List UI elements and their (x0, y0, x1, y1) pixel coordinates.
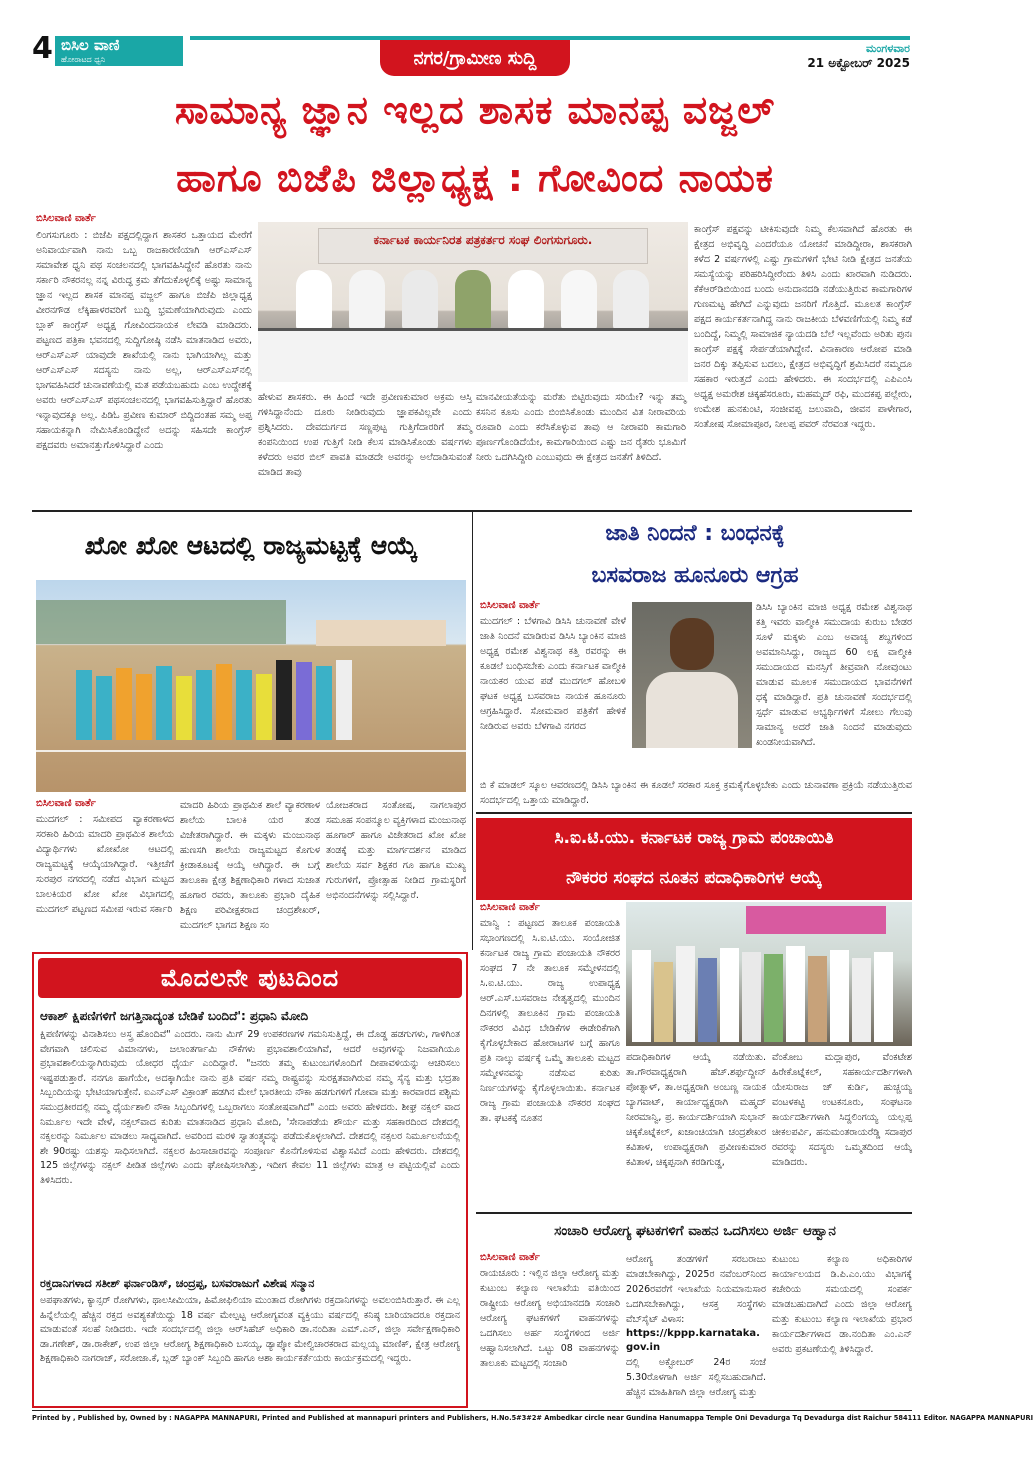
paper-name-box (55, 36, 183, 66)
jati-tail: ಬಿ ಕೆ ಮಾಡಲ್ ಸ್ಕೂಲ ಆವರಣದಲ್ಲಿ ಡಿಸಿಸಿ ಬ್ಯಾಂಕಿನ ಈ ಕೂಡಲೆ ಸರಕಾರ ಸೂಕ್ತ ಕ್ರಮಕೈಗೊಳ್ಳಬೇಕು ಎಂದು ಚುನಾವಣಾ ಪ್ರಕ್ರಿಯೆ ನಡೆಯುತ್ತಿರುವ ಸಂದರ್ಭದಲ್ಲಿ ಒತ್ತಾಯ ಮಾಡಿದ್ದಾರೆ. (480, 780, 912, 806)
press-table (258, 328, 688, 382)
portrait-body (646, 672, 738, 748)
sanchari-col2b: ದಲ್ಲಿ ಅಕ್ಟೋಬರ್ 24ರ ಸಂಜೆ 5.30ರೊಳಗಾಗಿ ಅರ್ಜಿ ಸಲ್ಲಿಸಬಹುದಾಗಿದೆ. ಹೆಚ್ಚಿನ ಮಾಹಿತಿಗಾಗಿ ಜಿಲ್ಲಾ ಆರೋಗ್ಯ ಮತ್ತು (626, 1357, 766, 1398)
kho-building (316, 620, 446, 646)
divider-jati (476, 812, 912, 814)
jati-headline-line2: ಬಸವರಾಜ ಹೂನೂರು ಆಗ್ರಹ (591, 563, 799, 588)
kho-trees (36, 600, 286, 644)
lead-col3: ಮಾನವೀಯತೆಯನ್ನು ಮರೆತು ಬಿಟ್ಟಿರುವುದು ಸರಿಯೇ? ಇನ್ನು ತಮ್ಮ ಕಸನಿನ ಕೂಸು ಎಂದು ಬಿಂಬಿಸಿಕೊಂಡು ಮುಂದಿನ ವಿತ ನೀರಾವರಿಯ ರೂವಾರಿ ಎಂದು ಕರೆಸಿಕೊಳ್ಳುವ ತಾವು ಆ ನೀರಾವರಿ ಕಾಮಗಾರಿ ಪೂರ್ಣಗೊಂಡಿದೆಯೇ, ಕಾಮಗಾರಿಯಿಂದ ಎಷ್ಟು ಜನ ರೈತರು ಭೂಮಿಗೆ ನೀರು ಒದಗಿಸಿದ್ದೀರಿ ಎಂಬುವುದು ಈ ಕ್ಷೇತ್ರದ ಜನತೆಗೆ ತಿಳಿದಿದೆ. (476, 392, 686, 463)
lead-col1: ಲಿಂಗಸುಗೂರು : ಬಿಜೆಪಿ ಪಕ್ಷದಲ್ಲಿದ್ದಾಗ ಶಾಸಕರ ಒತ್ತಾಯದ ಮೇರೆಗೆ ಅನಿವಾರ್ಯವಾಗಿ ನಾನು ಒಬ್ಬ ರಾಜಕಾರಣಿಯಾಗಿ ಆರ್‌ಎಸ್‌ಎಸ್ ಸಮಾವೇಶ ಧ್ವನಿ ಪಥ ಸಂಚಲನದಲ್ಲಿ ಭಾಗವಹಿಸಿದ್ದೇನೆ ಹೊರತು ನಾನು ಸರ್ಕಾರಿ ನೌಕರನಲ್ಲ ನನ್ನ ವಿರುದ್ಧ ಕ್ರಮ ತೆಗೆದುಕೊಳ್ಳಲಿಕ್ಕೆ ಅಷ್ಟು ಸಾಮಾನ್ಯ ಜ್ಞಾನ ಇಲ್ಲದ ಶಾಸಕ ಮಾನಪ್ಪ ವಜ್ಜಲ್ ಹಾಗೂ ಬಿಜೆಪಿ ಜಿಲ್ಲಾಧ್ಯಕ್ಷ ವೀರನಗೌಡ ಲೆಕ್ಕಿಹಾಳರವರಿಗೆ ಬುದ್ಧಿ ಭ್ರಮಣೆಯಾಗಿರುವುದು ಎಂದು ಬ್ಲಾಕ್ ಕಾಂಗ್ರೆಸ್ ಅಧ್ಯಕ್ಷ ಗೋವಿಂದನಾಯಕ ಲೇವಡಿ ಮಾಡಿದರು. ಪಟ್ಟಣದ ಪತ್ರಿಕಾ ಭವನದಲ್ಲಿ ಸುದ್ದಿಗೋಷ್ಠಿ ನಡೆಸಿ ಮಾತನಾಡಿದ ಅವರು, ಆರ್‌ಎಸ್‌ಎಸ್ ಯಾವುದೇ ಶಾಖೆಯಲ್ಲಿ ನಾನು ಭಾಗಿಯಾಗಿಲ್ಲ ಮತ್ತು ಆರ್‌ಎಸ್‌ಎಸ್ ಸದಸ್ಯನು ನಾನು ಅಲ್ಲ, ಆರ್‌ಎಸ್‌ಎಸ್‌ನಲ್ಲಿ ಭಾಗವಹಿಸಿದರೆ ಚುನಾವಣೆಯಲ್ಲಿ ಮತ ಪಡೆಯಬಹುದು ಎಂಬ ಉದ್ದೇಶಕ್ಕೆ ಅವರು ಆರ್‌ಎಸ್‌ಎಸ್ ಪಥಸಂಚಲನದಲ್ಲಿ ಭಾಗವಹಿಸುತ್ತಿದ್ದಾರೆ ಹೊರತು ಇನ್ನಾವುದಕ್ಕೂ ಅಲ್ಲ. ಪಿಡಿಓ ಪ್ರವೀಣ ಕುಮಾರ್ ಬಿದ್ದಿದಂತಹ ಸಮ್ಮ ಅಪ್ಪ ಸಹಾಯಕನ್ನಾಗಿ ನೇಮಿಸಿಕೊಂಡಿದ್ದೇನೆ ಅದನ್ನು ಸಹಿಸದೇ ಕಾಂಗ್ರೆಸ್ ಪಕ್ಷದವರು ಅಮಾನತ್ತುಗೊಳಿಸಿದ್ದಾರೆ ಎಂದು (36, 230, 252, 451)
sanchari-col2a: ಆರೋಗ್ಯ ತಂಡಗಳಿಗೆ ಸರಬರಾಜು ಮಾಡಬೇಕಾಗಿದ್ದು, 2025ರ ನವೆಂಬರ್‌ನಿಂದ 2026ರವರೆಗೆ ಇಲಾಖೆಯ ನಿಯಮಾನುಸಾರ ಒದಗಿಸಬೇಕಾಗಿದ್ದು, ಆಸಕ್ತ ಸಂಸ್ಥೆಗಳು ವೆಬ್‌ಸೈಟ್ ವಿಳಾಸ: (626, 1254, 766, 1325)
citu-group-photo (626, 902, 912, 1046)
sanchari-col3: ಕುಟುಂಬ ಕಲ್ಯಾಣ ಅಧಿಕಾರಿಗಳ ಕಾರ್ಯಾಲಯದ ಡಿ.ಪಿ.ಎಂ.ಯು ವಿಭಾಗಕ್ಕೆ ಕಚೇರಿಯ ಸಮಯದಲ್ಲಿ ಸಂಪರ್ಕ ಮಾಡಬಹುದಾಗಿದೆ ಎಂದು ಜಿಲ್ಲಾ ಆರೋಗ್ಯ ಮತ್ತು ಕುಟುಂಬ ಕಲ್ಯಾಣ ಇಲಾಖೆಯ ಪ್ರಭಾರ ಕಾರ್ಯದರ್ಶಿಗಳಾದ ಡಾ.ನಂದಿತಾ ಎಂ.ಎನ್ ಅವರು ಪ್ರಕಟಣೆಯಲ್ಲಿ ತಿಳಿಸಿದ್ದಾರೆ. (772, 1254, 912, 1355)
kho-team-photo (36, 580, 466, 792)
sanchari-col2 (626, 1252, 766, 1406)
section-title: ನಗರ/ಗ್ರಾಮೀಣ ಸುದ್ದಿ (413, 47, 537, 69)
divider-vertical-mid (472, 512, 473, 950)
kho-players (76, 650, 396, 740)
jati-col1: ಮುದಗಲ್ : ಬೆಳಗಾವಿ ಡಿಸಿಸಿ ಚುನಾವಣೆ ವೇಳೆ ಜಾತಿ ನಿಂದನೆ ಮಾಡಿರುವ ಡಿಸಿಸಿ ಬ್ಯಾಂಕಿನ ಮಾಜಿ ಅಧ್ಯಕ್ಷ ರಮೇಶ ವಿಶ್ವನಾಥ ಕತ್ತಿ ರವರನ್ನು ಈ ಕೂಡಲೆ ಬಂಧಿಸಬೇಕು ಎಂದು ಕರ್ನಾಟಕ ವಾಲ್ಮೀಕಿ ನಾಯಕರ ಯುವ ಪಡೆ ಮುದಗಲ್ ಹೋಬಳಿ ಘಟಕ ಅಧ್ಯಕ್ಷ ಬಸವರಾಜ ನಾಯಕ ಹೂನೂರು ಆಗ್ರಹಿಸಿದ್ದಾರೆ. ಸೋಮವಾರ ಪತ್ರಿಕೆಗೆ ಹೇಳಿಕೆ ನೀಡಿರುವ ಅವರು ಬೆಳಗಾವಿ ನಗರದ (480, 616, 626, 732)
press-banner (318, 228, 648, 264)
footer-rule (32, 1410, 912, 1411)
citu-headline-line2: ನೌಕರರ ಸಂಘದ ನೂತನ ಪದಾಧಿಕಾರಿಗಳ ಆಯ್ಕೆ (566, 868, 822, 888)
modala-body1: ಕ್ಷಿಪಣಿಗಳನ್ನು ವಿನಾಶಿಸಲು ಅಸ್ತ್ರ ಹೊಂದಿವೆ" ಎಂದರು. ನಾನು ಮಿಗ್ 29 ಉಪಕರಣಗಳ ಗಮನಿಸುತ್ತಿದ್ದೆ, ಈ ದೊಡ್ಡ ಹಡಗುಗಳು, ಗಾಳಿಗಿಂತ ವೇಗವಾಗಿ ಚಲಿಸುವ ವಿಮಾನಗಳು, ಜಲಾಂತರ್ಗಾಮಿ ನೌಕೆಗಳು ಪ್ರಭಾವಶಾಲಿಯಾಗಿವೆ, ಆದರೆ ಅವುಗಳನ್ನು ನಿಜವಾಗಿಯೂ ಪ್ರಭಾವಶಾಲಿಯನ್ನಾಗಿರುವುದು ಯೋಧರ ಧೈರ್ಯ ಎಂದಿದ್ದಾರೆ. "ಜನರು ತಮ್ಮ ಕುಟುಂಬಗಳೊಂದಿಗೆ ದೀಪಾವಳಿಯನ್ನು ಆಚರಿಸಲು ಇಷ್ಟಪಡುತ್ತಾರೆ. ನನಗೂ ಹಾಗೆಯೇ, ಅದಕ್ಕಾಗಿಯೇ ನಾನು ಪ್ರತಿ ವರ್ಷ ನಮ್ಮ ರಾಷ್ಟ್ರವನ್ನು ಸುರಕ್ಷತವಾಗಿರುವ ನಮ್ಮ ಸೈನ್ಯ ಮತ್ತು ಭದ್ರತಾ ಸಿಬ್ಬಂದಿಯನ್ನು ಭೇಟಿಯಾಗುತ್ತೇನೆ. ಐಎನ್‌ಎಸ್ ವಿಕ್ರಾಂತ್ ಹಡಗಿನ ಮೇಲೆ ಭಾರತೀಯ ನೌಕಾ ಹಡಗುಗಳಿಗೆ ಗೋವಾ ಮತ್ತು ಕಾರವಾರದ ಪಶ್ಚಿಮ ಸಮುದ್ರತೀರದಲ್ಲಿ ನಮ್ಮ ಧೈರ್ಯಶಾಲಿ ನೌಕಾ ಸಿಬ್ಬಂದಿಗಳಲ್ಲಿ ಒಬ್ಬರಾಗಲು ಸಂತೋಷವಾಗಿದೆ" ಎಂದು ಅವರು ಹೇಳಿದರು. ಶೀಘ್ರ ನಕ್ಸಲ್ ವಾದ ನಿರ್ಮೂಲ ಇದೇ ವೇಳೆ, ನಕ್ಸಲ್‌ವಾದ ಕುರಿತು ಮಾತನಾಡಿದ ಪ್ರಧಾನಿ ಮೋದಿ, 'ಸೇನಾಪಡೆಯ ಶೌರ್ಯ ಮತ್ತು ಸಹಕಾರದಿಂದ ದೇಶದಲ್ಲಿ ನಕ್ಸಲರನ್ನು ನಿರ್ಮೂಲ ಮಾಡಲು ಸಾಧ್ಯವಾಗಿದೆ. ಅವರಿಂದ ಮರಳಿ ಸ್ವಾತಂತ್ರ್ಯವನ್ನು ಪಡೆದುಕೊಳ್ಳಲಾಗಿದೆ. ದೇಶದಲ್ಲಿ ನಕ್ಸಲರ ನಿರ್ಮೂಲನೆಯಲ್ಲಿ ಶೇ 90ರಷ್ಟು ಯಶಸ್ಸು ಸಾಧಿಸಲಾಗಿದೆ. ನಕ್ಸಲರ ಹಿಂಸಾಚಾರವನ್ನು ಸಂಪೂರ್ಣ ಕೊನೆಗೊಳಿಸುವ ವಿಶ್ವಾಸವಿದೆ ಎಂದು ಹೇಳಿದರು. ದೇಶದಲ್ಲಿ 125 ಜಿಲ್ಲೆಗಳನ್ನು ನಕ್ಸಲ್ ಪೀಡಿತ ಜಿಲ್ಲೆಗಳು ಎಂದು ಘೋಷಿಸಲಾಗಿತ್ತು, ಇದೀಗ ಕೇವಲ 11 ಜಿಲ್ಲೆಗಳು ಮಾತ್ರ ಆ ಪಟ್ಟಿಯಲ್ಲಿವೆ ಎಂದು ತಿಳಿಸಿದರು. (40, 1029, 460, 1186)
kho-col3: ಯೋಜಕರಾದ ಸಂತೋಷ, ನಾಗಲಾಪುರ ಸಮೂಹ ಸಂಪನ್ಮೂಲ ವ್ಯಕ್ತಿಗಳಾದ ಮಂಜುನಾಥ ಹೂಗಾರ್ ಹಾಗೂ ವಿಜೇತರಾದ ಖೋ ಖೋ ತಂಡಕ್ಕೆ ಮತ್ತು ಮಾರ್ಗದರ್ಶನ ಮಾಡಿದ ಶಾಲೆಯ ಸರ್ವ ಶಿಕ್ಷಕರ ಗೂ ಹಾಗೂ ಮುಖ್ಯ ಗುರುಗಳಿಗೆ, ಪ್ರೋತ್ಸಾಹ ನೀಡಿದ ಗ್ರಾಮಸ್ಥರಿಗೆ ಅಭಿನಂದನೆಗಳನ್ನು ಸಲ್ಲಿಸಿದ್ದಾರೆ. (326, 800, 466, 901)
kho-byline: ಬಿಸಿಲವಾಣಿ ವಾರ್ತೆ (36, 798, 96, 809)
citu-col1: ಮಾನ್ವಿ : ಪಟ್ಟಣದ ತಾಲೂಕ ಪಂಚಾಯತಿ ಸಭಾಂಗಣದಲ್ಲಿ ಸಿ.ಐ.ಟಿ.ಯು. ಸಂಯೋಜಿತ ಕರ್ನಾಟಕ ರಾಜ್ಯ ಗ್ರಾಮ ಪಂಚಾಯತಿ ನೌಕರರ ಸಂಘದ 7 ನೇ ತಾಲೂಕ ಸಮ್ಮೇಳನದಲ್ಲಿ ಸಿ.ಐ.ಟಿ.ಯು. ರಾಜ್ಯ ಉಪಾಧ್ಯಕ್ಷ ಆರ್.ಎಸ್.ಬಸವರಾಜ ನೇತೃತ್ವದಲ್ಲಿ ಮುಂದಿನ ದಿನಗಳಲ್ಲಿ ತಾಲೂಕಿನ ಗ್ರಾಮ ಪಂಚಾಯತಿ ನೌಕರರ ವಿವಿಧ ಬೇಡಿಕೆಗಳ ಈಡೇರಿಕೆಗಾಗಿ ಕೈಗೊಳ್ಳಬೇಕಾದ ಹೋರಾಟಗಳ ಬಗ್ಗೆ ಹಾಗೂ ಪ್ರತಿ ನಾಲ್ಕು ವರ್ಷಕ್ಕೆ ಒಮ್ಮೆ ತಾಲೂಕು ಮಟ್ಟದ ಸಮ್ಮೇಳನವನ್ನು ನಡೆಸುವ ಕುರಿತು ನಿರ್ಣಯಗಳನ್ನು ಕೈಗೊಳ್ಳಲಾಯಿತು. ಕರ್ನಾಟಕ ರಾಜ್ಯ ಗ್ರಾಮ ಪಂಚಾಯತಿ ನೌಕರರ ಸಂಘದ ತಾ. ಘಟಕಕ್ಕೆ ನೂತನ (480, 918, 620, 1124)
paper-name: ಬಿಸಿಲ ವಾಣಿ (61, 36, 120, 54)
press-people (288, 270, 658, 330)
divider-sanchari (476, 1212, 912, 1214)
imprint-line: Printed by , Published by, Owned by : NAGAPPA MANNAPURI, Printed and Published at mannapuri printers and Publishers, H.No.5#3#2# Ambedkar circle near Gundina Hanumappa Temple Oni Devadurga Tq Devadurga dist Raichur 584111 Editor. NAGAPPA MANNAPURI (32, 1414, 1033, 1422)
kho-headline: ಖೋ ಖೋ ಆಟದಲ್ಲಿ ರಾಜ್ಯಮಟ್ಟಕ್ಕೆ ಆಯ್ಕೆ (84, 531, 418, 560)
portrait-head (670, 618, 714, 670)
lead-col2: ಹೇಳುವ ಶಾಸಕರು. ಈ ಹಿಂದೆ ಇದೇ ಪ್ರವೀಣಕುಮಾರ ಅಕ್ರಮ ಆಸ್ತಿ ಗಳಿಸಿದ್ದಾನೆಂದು ದೂರು ನೀಡಿರುವುದು ಜ್ಞಾಪಕವಿಲ್ಲವೇ ಎಂದು ಪ್ರಶ್ನಿಸಿದರು. ದೇವದುರ್ಗದ ಸಣ್ಣಪುಟ್ಟ ಗುತ್ತಿಗೆದಾರರಿಗೆ ತಮ್ಮ ಕಂಪನಿಯಿಂದ ಉಪ ಗುತ್ತಿಗೆ ನೀಡಿ ಕೆಲಸ ಮಾಡಿಸಿಕೊಂಡು ವರ್ಷಗಳು ಕಳೆದರು ಅವರ ಬಿಲ್ ಪಾವತಿ ಮಾಡದೇ ಅವರನ್ನು ಅಲೆದಾಡಿಸುವಂತೆ ಮಾಡಿದ ತಾವು (258, 392, 472, 478)
citu-banner (476, 818, 912, 900)
modala-body2: ಅಪಘಾತಗಳು, ಕ್ಯಾನ್ಸರ್ ರೋಗಿಗಳು, ಥಾಲಸೀಮಿಯಾ, ಹಿಮೋಫಿಲಿಯಾ ಮುಂತಾದ ರೋಗಿಗಳು ರಕ್ತದಾನಿಗಳನ್ನು ಅವಲಂಬಿಸಿರುತ್ತಾರೆ. ಈ ಎಲ್ಲ ಹಿನ್ನೆಲೆಯಲ್ಲಿ ಹೆಚ್ಚಿನ ರಕ್ತದ ಅವಶ್ಯಕತೆಯಿದ್ದು 18 ವರ್ಷ ಮೇಲ್ಪಟ್ಟ ಆರೋಗ್ಯವಂತ ವ್ಯಕ್ತಿಯು ವರ್ಷದಲ್ಲಿ ಕನಿಷ್ಠ ಬಾರಿಯಾದರೂ ರಕ್ತದಾನ ಮಾಡುವಂತೆ ಸಲಹೆ ನೀಡಿದರು. ಇದೇ ಸಂದರ್ಭದಲ್ಲಿ ಜಿಲ್ಲಾ ಆರ್‌ಸಿಹೆಚ್ ಅಧಿಕಾರಿ ಡಾ.ನಂದಿತಾ ಎಮ್.ಎನ್, ಜಿಲ್ಲಾ ಸರ್ವೇಕ್ಷಣಾಧಿಕಾರಿ ಡಾ.ಗಣೇಶ್, ಡಾ.ರಾಕೇಶ್, ಉಪ ಜಿಲ್ಲಾ ಆರೋಗ್ಯ ಶಿಕ್ಷಣಾಧಿಕಾರಿ ಬಸಯ್ಯ, ಡ್ಯಾಪ್ಕೋ ಮೇಲ್ವಿಚಾರಕರಾದ ಮಲ್ಲಯ್ಯ ಮಾಣಿಕ್, ಕ್ಷೇತ್ರ ಆರೋಗ್ಯ ಶಿಕ್ಷಣಾಧಿಕಾರಿ ನಾಗರಾಜ್, ಸರೋಜಾ.ಕೆ, ಬ್ಲಡ್ ಬ್ಯಾಂಕ್ ಸಿಬ್ಬಂದಿ ಹಾಗೂ ಆಶಾ ಕಾರ್ಯಕರ್ತೆಯರು ಕಾರ್ಯಕ್ರಮದಲ್ಲಿ ಇದ್ದರು. (40, 1295, 460, 1365)
lead-byline: ಬಿಸಿಲವಾಣಿ ವಾರ್ತೆ (36, 213, 96, 224)
press-banner-text: ಕರ್ನಾಟಕ ಕಾರ್ಯನಿರತ ಪತ್ರಕರ್ತರ ಸಂಘ ಲಿಂಗಸುಗೂರು. (373, 233, 593, 247)
weekday: ಮಂಗಳವಾರ (865, 42, 910, 55)
citu-banner-cloth (746, 906, 886, 934)
sanchari-url[interactable]: https://kppp.karnataka.gov.in (626, 1328, 760, 1353)
citu-col2: ಪದಾಧಿಕಾರಿಗಳ ಆಯ್ಕೆ ನಡೆಯಿತು. ತಾ.ಗೌರವಾಧ್ಯಕ್ಷರಾಗಿ ಹೆಚ್.ಶರ್ಫುದ್ದೀನ್ ಪೋತ್ನಾಳ್, ತಾ.ಅಧ್ಯಕ್ಷರಾಗಿ ಅಂಬಣ್ಣ ನಾಯಕ ಬ್ಯಾಗವಾಟ್, ಕಾರ್ಯಾಧ್ಯಕ್ಷರಾಗಿ ಮಹ್ಮದ್ ನೀರಮಾನ್ವಿ, ಪ್ರ. ಕಾರ್ಯದರ್ಶಿಯಾಗಿ ಸುಭಾನ್ ಚಿಕ್ಕಕೊಟ್ನೆಕಲ್, ಖಜಾಂಚಿಯಾಗಿ ಚಂದ್ರಶೇಖರ ಕವಿತಾಳ, ಉಪಾಧ್ಯಕ್ಷರಾಗಿ ಪ್ರವೀಣಕುಮಾರ ಕವಿತಾಳ, ಚಿಕ್ಕಪ್ಪನಾಗಿ ಕರಡಿಗುಡ್ಡ, (626, 1052, 766, 1168)
modala-banner (38, 958, 462, 998)
citu-people (632, 942, 906, 1042)
paper-tagline: ಹೋರಾಟದ ಧ್ವನಿ (61, 55, 106, 64)
sanchari-byline: ಬಿಸಿಲವಾಣಿ ವಾರ್ತೆ (480, 1252, 540, 1263)
kho-col1: ಮುದಗಲ್ : ಸಮೀಪದ ವ್ಯಾಕರಣಾಳದ ಸರಕಾರಿ ಹಿರಿಯ ಮಾದರಿ ಪ್ರಾಥಮಿಕ ಶಾಲೆಯ ವಿದ್ಯಾರ್ಥಿಗಳು ಖೋಖೋ ಆಟದಲ್ಲಿ ರಾಜ್ಯಮಟ್ಟಕ್ಕೆ ಆಯ್ಕೆಯಾಗಿದ್ದಾರೆ. ಇತ್ತೀಚೆಗೆ ಸುರಪುರ ನಗರದಲ್ಲಿ ನಡೆದ ವಿಭಾಗ ಮಟ್ಟದ ಬಾಲಕಿಯರ ಖೋ ಖೋ ವಿಭಾಗದಲ್ಲಿ ಮುದಗಲ್ ಪಟ್ಟಣದ ಸಮೀಪ ಇರುವ ಸರ್ಕಾರಿ (36, 814, 174, 915)
jati-portrait (632, 602, 752, 748)
jati-col2: ಡಿಸಿಸಿ ಬ್ಯಾಂಕಿನ ಮಾಜಿ ಅಧ್ಯಕ್ಷ ರಮೇಶ ವಿಶ್ವನಾಥ ಕತ್ತಿ ಇವರು ವಾಲ್ಮೀಕಿ ಸಮುದಾಯ ಕುರುಬ ಬೇಡರ ಸೂಳೆ ಮಕ್ಕಳು ಎಂಬ ಅವಾಚ್ಯ ಶಬ್ದಗಳಿಂದ ಅವಮಾನಿಸಿದ್ದು, ರಾಜ್ಯದ 60 ಲಕ್ಷ ವಾಲ್ಮೀಕಿ ಸಮುದಾಯದ ಮನಸ್ಸಿಗೆ ತೀವ್ರವಾಗಿ ನೋವುಂಟು ಮಾಡುವ ಮೂಲಕ ಸಮುದಾಯದ ಭಾವನೆಗಳಿಗೆ ಧಕ್ಕೆ ಮಾಡಿದ್ದಾರೆ. ಪ್ರತಿ ಚುನಾವಣೆ ಸಂದರ್ಭದಲ್ಲಿ ಸ್ಪರ್ಧೆ ಮಾಡುವ ಅಭ್ಯರ್ಥಿಗಳಿಗೆ ಸೋಲು ಗೆಲುವು ಸಾಮಾನ್ಯ ಅದರೆ ಜಾತಿ ನಿಂದನೆ ಮಾಡುವುದು ಖಂಡನೀಯವಾಗಿದೆ. (756, 602, 912, 748)
jati-headline-line1: ಜಾತಿ ನಿಂದನೆ : ಬಂಧನಕ್ಕೆ (605, 521, 785, 546)
citu-col3: ವೆಂಕೋಬ ಮದ್ಲಾಪುರ, ವೆಂಕಟೇಶ ಹಿರೇಕೊಟ್ನೆಕಲ್, ಸಹಕಾರ್ಯದರ್ಶಿಗಳಾಗಿ ಯೇಸುರಾಜ ಜ್ ಕುರ್ಡಿ, ಹುಚ್ಚಯ್ಯ ವಂಟಳಕಟ್ಟಿ ಉಟಕನೂರು, ಸಂಘಟನಾ ಕಾರ್ಯದರ್ಶಿಗಳಾಗಿ ಸಿದ್ದಲಿಂಗಯ್ಯ ಯಲ್ಲಪ್ಪ ಚೀಕಲಪರ್ವಿ, ಹನುಮಂತರಾಯರೆಡ್ಡಿ ಸದಾಪುರ ರವರನ್ನು ಸದಸ್ಯರು ಒಮ್ಮತದಿಂದ ಆಯ್ಕೆ ಮಾಡಿದರು. (772, 1052, 912, 1168)
page-number: 4 (32, 31, 53, 66)
sanchari-headline: ಸಂಚಾರಿ ಆರೋಗ್ಯ ಘಟಕಗಳಿಗೆ ವಾಹನ ಒದಗಿಸಲು ಅರ್ಜಿ ಆಹ್ವಾನ (554, 1223, 836, 1239)
citu-headline-line1: ಸಿ.ಐ.ಟಿ.ಯು. ಕರ್ನಾಟಕ ರಾಜ್ಯ ಗ್ರಾಮ ಪಂಚಾಯಿತಿ (554, 828, 834, 848)
lead-headline-line1: ಸಾಮಾನ್ಯ ಜ್ಞಾನ ಇಲ್ಲದ ಶಾಸಕ ಮಾನಪ್ಪ ವಜ್ಜಲ್ (174, 88, 776, 132)
modala-sub1: ಆಕಾಶ್ ಕ್ಷಿಪಣಿಗಳಿಗೆ ಜಗತ್ತಿನಾದ್ಯಂತ ಬೇಡಿಕೆ ಬಂದಿದೆ': ಪ್ರಧಾನಿ ಮೋದಿ (40, 1009, 309, 1023)
modala-sub2: ರಕ್ತದಾನಿಗಳಾದ ಸತೀಶ್ ಫರ್ನಾಂಡಿಸ್, ಚಂದ್ರಪ್ಪ, ಬಸವರಾಜುಗೆ ವಿಶೇಷ ಸನ್ಮಾನ (40, 1277, 315, 1290)
sanchari-col1: ರಾಯಚೂರು : ಇಲ್ಲಿನ ಜಿಲ್ಲಾ ಆರೋಗ್ಯ ಮತ್ತು ಕುಟುಂಬ ಕಲ್ಯಾಣ ಇಲಾಖೆಯ ವತಿಯಿಂದ ರಾಷ್ಟ್ರೀಯ ಆರೋಗ್ಯ ಅಭಿಯಾನದಡಿ ಸಂಚಾರಿ ಆರೋಗ್ಯ ಘಟಕಗಳಿಗೆ ವಾಹನಗಳನ್ನು ಒದಗಿಸಲು ಅರ್ಹ ಸಂಸ್ಥೆಗಳಿಂದ ಅರ್ಜಿ ಆಹ್ವಾನಿಸಲಾಗಿದೆ. ಒಟ್ಟು 08 ವಾಹನಗಳನ್ನು ತಾಲೂಕು ಮಟ್ಟದಲ್ಲಿ ಸಂಚಾರಿ (480, 1268, 620, 1369)
lead-headline-line2: ಹಾಗೂ ಬಿಜೆಪಿ ಜಿಲ್ಲಾಧ್ಯಕ್ಷ : ಗೋವಿಂದ ನಾಯಕ (176, 156, 774, 200)
jati-byline: ಬಿಸಿಲವಾಣಿ ವಾರ್ತೆ (480, 600, 540, 611)
modala-banner-text: ಮೊದಲನೇ ಪುಟದಿಂದ (160, 964, 340, 992)
issue-date: 21 ಅಕ್ಟೋಬರ್ 2025 (807, 56, 910, 70)
section-tab (380, 40, 570, 76)
kho-court-line (36, 750, 466, 752)
lead-col4: ಕಾಂಗ್ರೆಸ್ ಪಕ್ಷವನ್ನು ಟೀಕಿಸುವುದೇ ನಿಮ್ಮ ಕೆಲಸವಾಗಿದೆ ಹೊರತು ಈ ಕ್ಷೇತ್ರದ ಅಭಿವೃದ್ಧಿ ಎಂದರೆಯೂ ಯೋಚನೆ ಮಾಡಿದ್ದೀರಾ, ಶಾಸಕರಾಗಿ ಕಳೆದ 2 ವರ್ಷಗಳಲ್ಲಿ ಎಷ್ಟು ಗ್ರಾಮಗಳಿಗೆ ಭೇಟಿ ನೀಡಿ ಕ್ಷೇತ್ರದ ಜನತೆಯ ಸಮಸ್ಯೆಯನ್ನು ಪರಿಹರಿಸಿದ್ದೀರೆಂದು ತಿಳಿಸಿ ಎಂದು ಖಾರವಾಗಿ ನುಡಿದರು. ಕೆಕೆಆರ್‌ಡಿಬಿಯಿಂದ ಬಂದು ಅನುದಾನದಡಿ ನಡೆಯುತ್ತಿರುವ ಕಾಮಗಾರಿಗಳ ಗುಣಮಟ್ಟ ಹೇಗಿದೆ ಎನ್ನುವುದು ಜನರಿಗೆ ಗೊತ್ತಿದೆ. ಮೂಲತ ಕಾಂಗ್ರೆಸ್ ಪಕ್ಷದ ಕಾರ್ಯಕರ್ತನಾಗಿದ್ದ ನಾನು ರಾಜಕೀಯ ಬೆಳವಣಿಗೆಯಲ್ಲಿ ನಿಮ್ಮ ಕಡೆ ಬಂದಿದ್ದೆ, ನಿಮ್ಮಲ್ಲಿ ಸಾಮಾಜಿಕ ನ್ಯಾಯದಡಿ ಬೆಲೆ ಇಲ್ಲವೆಂದು ಅರಿತು ಪುನಃ ಕಾಂಗ್ರೆಸ್ ಪಕ್ಷಕ್ಕೆ ಸೇರ್ಪಡೆಯಾಗಿದ್ದೇನೆ. ವಿನಾಕಾರಣ ಆರೋಪ ಮಾಡಿ ಜನರ ದಿಕ್ಕು ತಪ್ಪಿಸುವ ಬದಲು, ಕ್ಷೇತ್ರದ ಅಭಿವೃದ್ಧಿಗೆ ಶ್ರಮಿಸಿದರೆ ನಮ್ಮದೂ ಸಹಕಾರ ಇರುತ್ತದೆ ಎಂದು ಹೇಳಿದರು. ಈ ಸಂದರ್ಭದಲ್ಲಿ ಎಪಿಎಂಸಿ ಅಧ್ಯಕ್ಷ ಅಮರೇಶ ಚಿಕ್ಕಹೆಸರೂರು, ಮಹಮ್ಮದ್ ರಫಿ, ಮುದಕಪ್ಪ ಪಲ್ಲೇರು, ಉಮೇಶ ಹುನಕುಂಟಿ, ಸಂಜೀವಪ್ಪ ಜಲುವಾದಿ, ಜೀವನ ಪಾಳೇಗಾರ, ಸಂತೋಷ ಸೋಮಾಪೂರ, ನೀಲಪ್ಪ ಪವರ್ ನೆರವಂತ ಇದ್ದರು. (694, 224, 912, 430)
citu-byline: ಬಿಸಿಲವಾಣಿ ವಾರ್ತೆ (480, 902, 540, 913)
lead-press-photo (258, 222, 688, 382)
kho-col2: ಮಾದರಿ ಹಿರಿಯ ಪ್ರಾಥಮಿಕ ಶಾಲೆ ವ್ಯಾಕರಣಾಳ ಶಾಲೆಯ ಬಾಲಕಿ ಯರ ತಂಡ ವಿಜೇತರಾಗಿದ್ದಾರೆ. ಈ ಮಕ್ಕಳು ಮಂಜುನಾಥ ಹುಣಸಗಿ ಶಾಲೆಯ ರಾಜ್ಯಮಟ್ಟದ ಕೊಗುಳ ಕ್ರೀಡಾಕೂಟಕ್ಕೆ ಆಯ್ಕೆ ಆಗಿದ್ದಾರೆ. ಈ ಬಗ್ಗೆ ತಾಲೂಕಾ ಕ್ಷೇತ್ರ ಶಿಕ್ಷಣಾಧಿಕಾರಿ ಗಳಾದ ಸುಜಾತ ಹೂಗಾರ ರವರು, ತಾಲೂಕು ಪ್ರಭಾರಿ ದೈಹಿಕ ಶಿಕ್ಷಣ ಪರಿವೀಕ್ಷಕರಾದ ಚಂದ್ರಶೇಖರ್, ಮುದಗಲ್ ಭಾಗದ ಶಿಕ್ಷಣ ಸಂ (180, 800, 320, 931)
